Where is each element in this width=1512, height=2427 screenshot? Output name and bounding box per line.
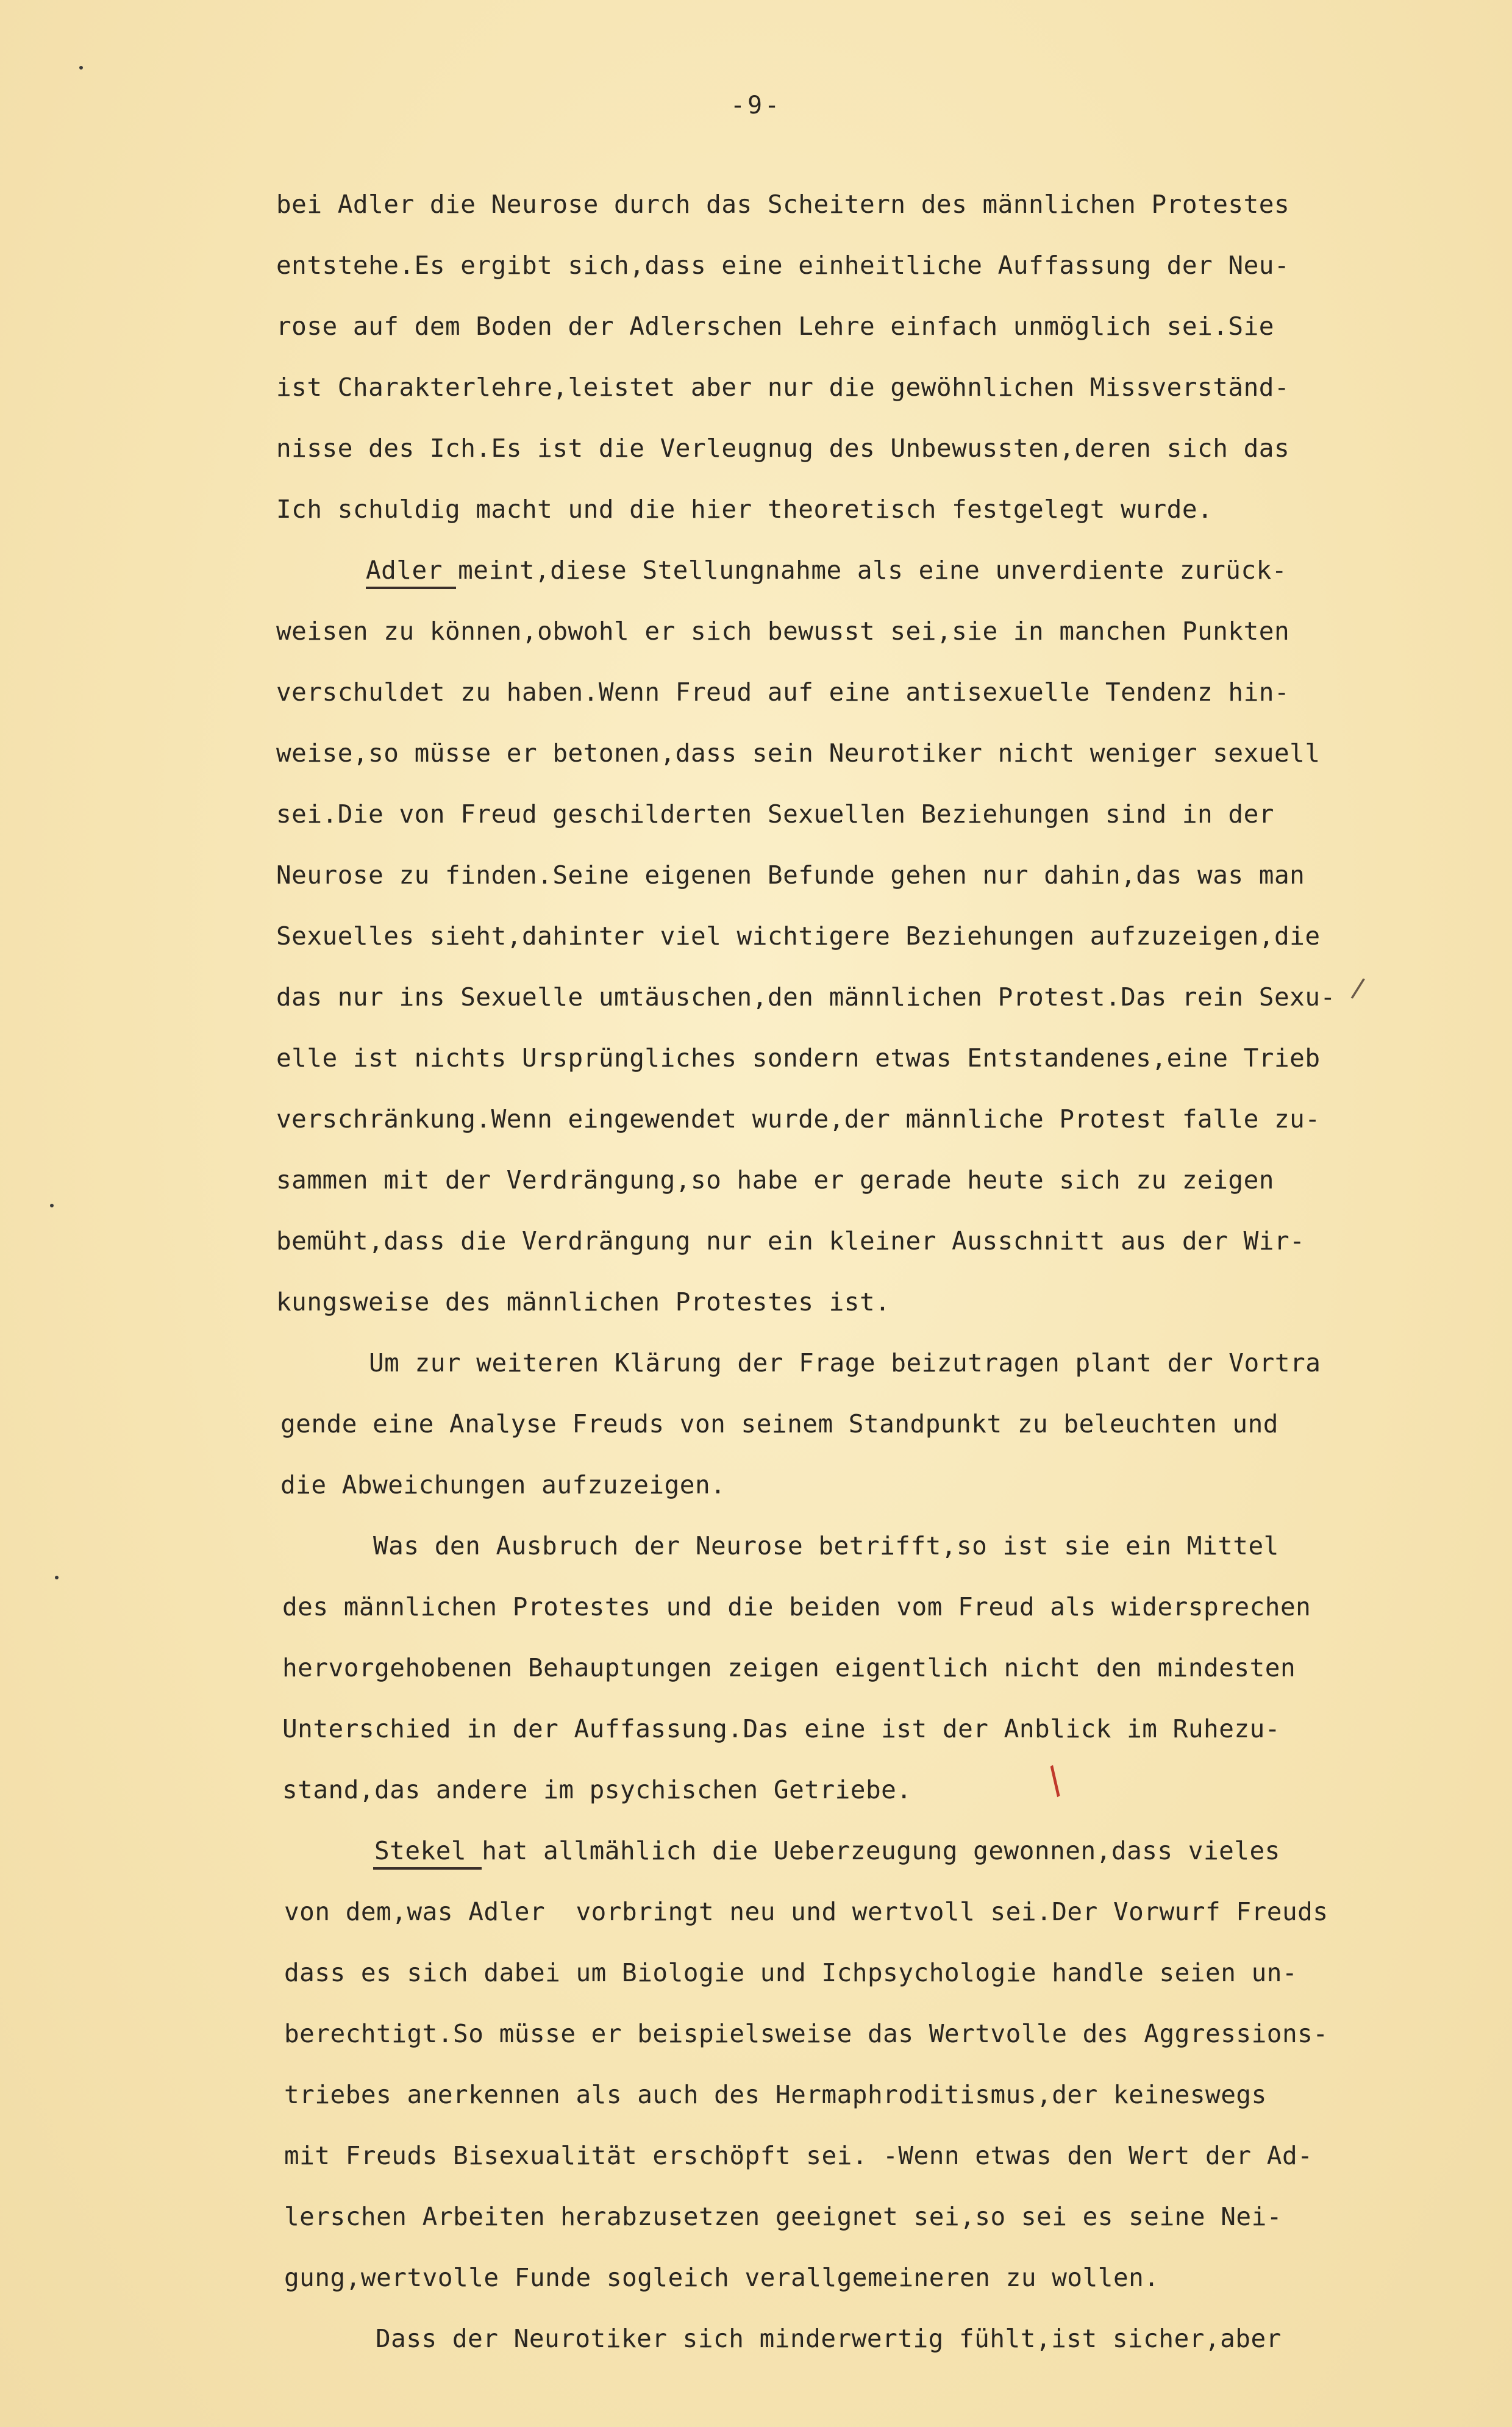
speaker-underline	[366, 587, 456, 589]
text-line: gende eine Analyse Freuds von seinem Standpunkt zu beleuchten und	[280, 1409, 1278, 1439]
text-line: Was den Ausbruch der Neurose betrifft,so ist sie ein Mittel	[373, 1531, 1279, 1560]
text-line: Sexuelles sieht,dahinter viel wichtigere Beziehungen aufzuzeigen,die	[276, 921, 1321, 951]
text-line: weisen zu können,obwohl er sich bewusst sei,sie in manchen Punkten	[276, 617, 1290, 646]
text-line: verschränkung.Wenn eingewendet wurde,der männliche Protest falle zu-	[276, 1104, 1321, 1134]
page-number: -9-	[730, 91, 782, 120]
text-line: Dass der Neurotiker sich minderwertig fühlt,ist sicher,aber	[376, 2324, 1282, 2353]
text-line: weise,so müsse er betonen,dass sein Neurotiker nicht weniger sexuell	[276, 738, 1321, 768]
text-line: gung,wertvolle Funde sogleich verallgemeineren zu wollen.	[284, 2263, 1160, 2292]
text-line: verschuldet zu haben.Wenn Freud auf eine antisexuelle Tendenz hin-	[276, 677, 1290, 707]
text-line: nisse des Ich.Es ist die Verleugnug des Unbewussten,deren sich das	[276, 434, 1290, 463]
paper-speck	[55, 1576, 59, 1579]
text-line: triebes anerkennen als auch des Hermaphroditismus,der keineswegs	[284, 2080, 1267, 2109]
text-line: entstehe.Es ergibt sich,dass eine einheitliche Auffassung der Neu-	[276, 251, 1290, 280]
text-line: Um zur weiteren Klärung der Frage beizutragen plant der Vortra	[369, 1348, 1321, 1378]
text-line: ist Charakterlehre,leistet aber nur die gewöhnlichen Missverständ-	[276, 373, 1290, 402]
text-line: rose auf dem Boden der Adlerschen Lehre einfach unmöglich sei.Sie	[276, 312, 1274, 341]
text-line: bemüht,dass die Verdrängung nur ein kleiner Ausschnitt aus der Wir-	[276, 1226, 1305, 1256]
text-line: Adler meint,diese Stellungnahme als eine unverdiente zurück-	[366, 556, 1288, 585]
text-line: des männlichen Protestes und die beiden vom Freud als widersprechen	[282, 1592, 1311, 1621]
correction-mark-icon: /	[1038, 1759, 1071, 1803]
text-line: hervorgehobenen Behauptungen zeigen eigentlich nicht den mindesten	[282, 1653, 1296, 1682]
text-line: sei.Die von Freud geschilderten Sexuellen Beziehungen sind in der	[276, 799, 1274, 829]
text-line: Ich schuldig macht und die hier theoretisch festgelegt wurde.	[276, 495, 1213, 524]
speaker-underline	[373, 1867, 482, 1870]
text-line: von dem,was Adler vorbringt neu und wertvoll sei.Der Vorwurf Freuds	[284, 1897, 1328, 1926]
text-line: elle ist nichts Ursprüngliches sondern etwas Entstandenes,eine Trieb	[276, 1043, 1321, 1073]
text-line: berechtigt.So müsse er beispielsweise das Wertvolle des Aggressions-	[284, 2019, 1328, 2048]
pencil-mark-icon: /	[1349, 971, 1367, 1005]
text-line: das nur ins Sexuelle umtäuschen,den männlichen Protest.Das rein Sexu-	[276, 982, 1336, 1012]
text-line: bei Adler die Neurose durch das Scheitern des männlichen Protestes	[276, 190, 1290, 219]
text-line: dass es sich dabei um Biologie und Ichpsychologie handle seien un-	[284, 1958, 1298, 1987]
text-line: mit Freuds Bisexualität erschöpft sei. -Wenn etwas den Wert der Ad-	[284, 2141, 1313, 2170]
paper-speck	[79, 66, 83, 70]
text-line: sammen mit der Verdrängung,so habe er gerade heute sich zu zeigen	[276, 1165, 1274, 1195]
text-line: Stekel hat allmählich die Ueberzeugung gewonnen,dass vieles	[374, 1836, 1280, 1865]
text-line: kungsweise des männlichen Protestes ist.	[276, 1287, 891, 1317]
text-line: Unterschied in der Auffassung.Das eine ist der Anblick im Ruhezu-	[282, 1714, 1280, 1743]
paper-speck	[50, 1204, 54, 1207]
text-line: stand,das andere im psychischen Getriebe.	[282, 1775, 912, 1804]
text-line: die Abweichungen aufzuzeigen.	[280, 1470, 726, 1499]
text-line: lerschen Arbeiten herabzusetzen geeignet sei,so sei es seine Nei-	[284, 2202, 1282, 2231]
text-line: Neurose zu finden.Seine eigenen Befunde gehen nur dahin,das was man	[276, 860, 1305, 890]
